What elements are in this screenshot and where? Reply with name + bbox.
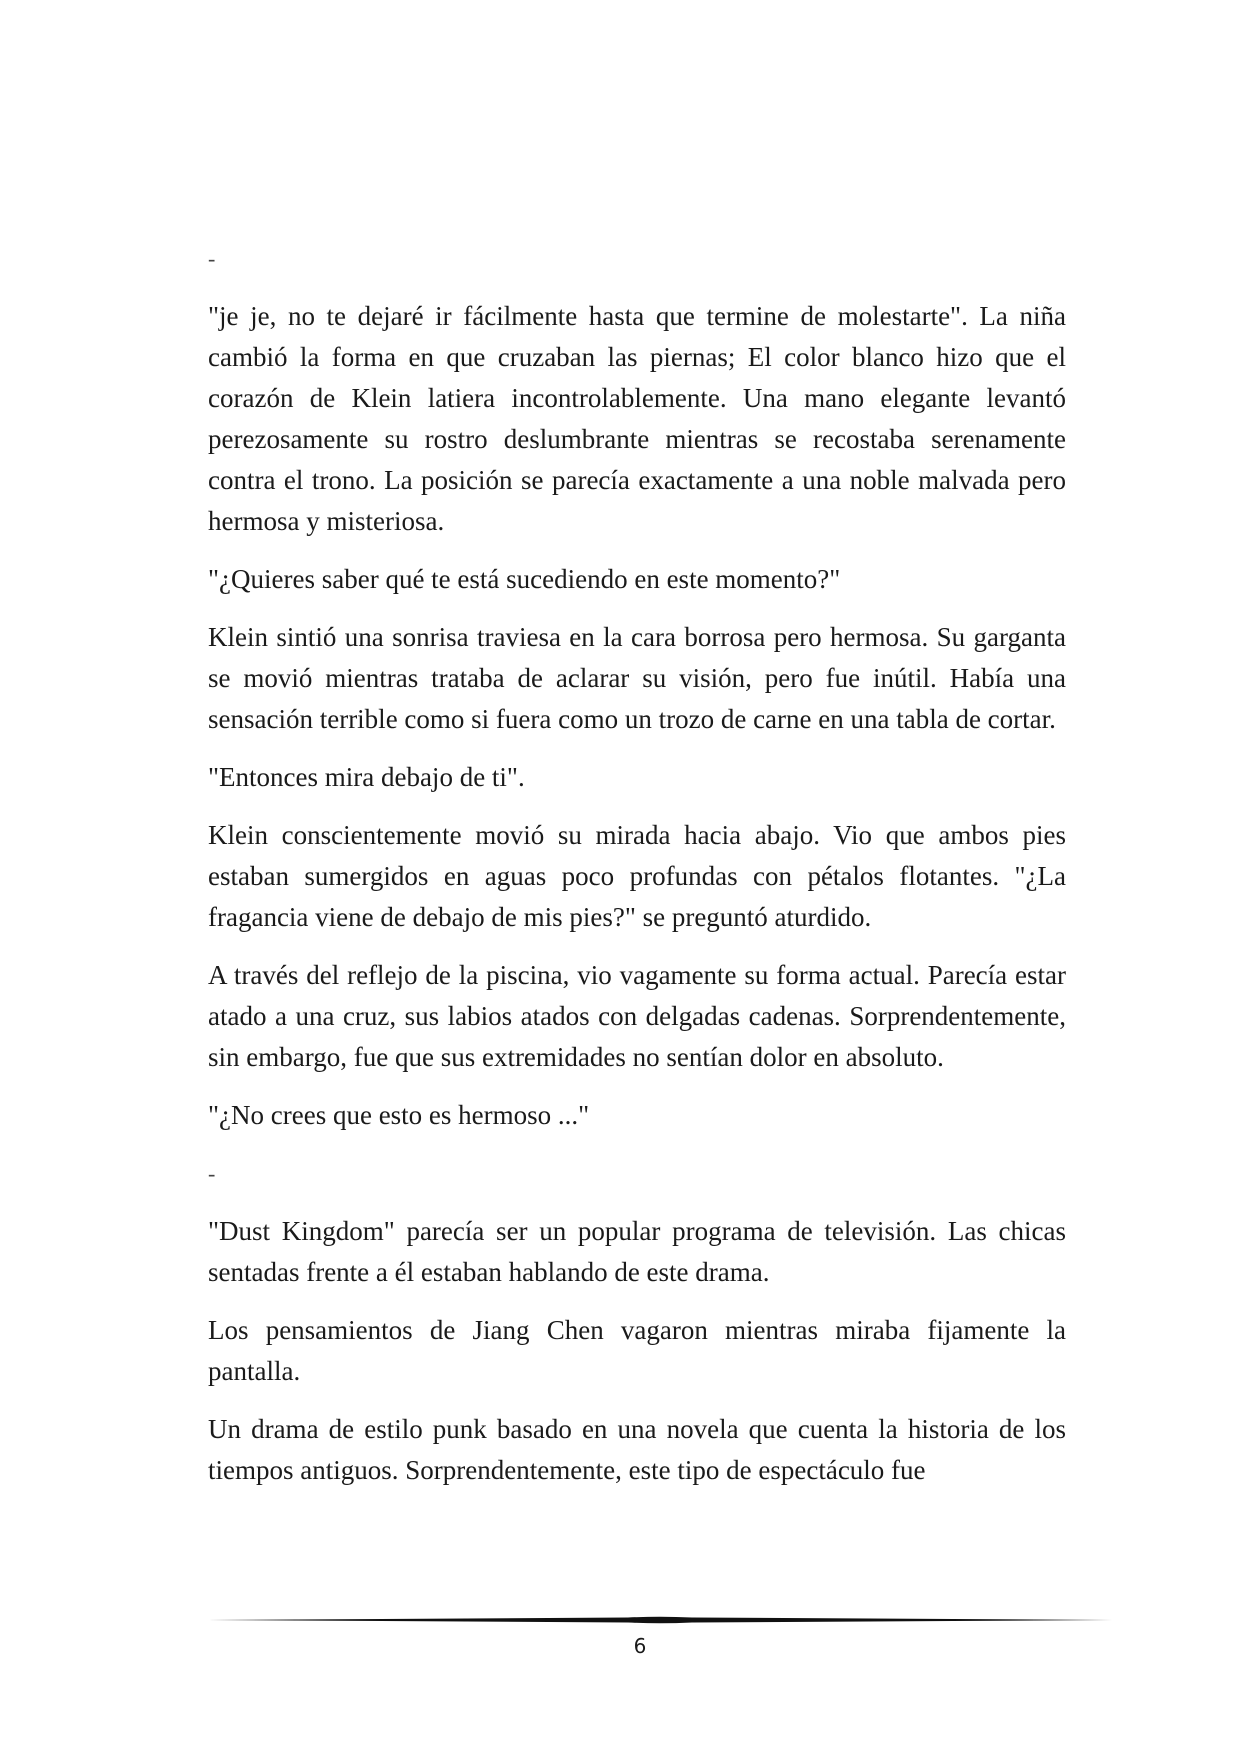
paragraph: "je je, no te dejaré ir fácilmente hasta que termine de molestarte". La niña cambió la forma en que cruzaban las piernas; El color blanco hizo que el corazón de Klein latiera incontrolablemente. Una mano elegante levantó perezosamente su rostro deslumbrante mientras se recostaba serenamente contra el trono. La posición se parecía exactamente a una noble malvada pero hermosa y misteriosa.	[208, 301, 1066, 536]
paragraph: Klein sintió una sonrisa traviesa en la cara borrosa pero hermosa. Su garganta se movió mientras trataba de aclarar su visión, pero fue inútil. Había una sensación terrible como si fuera como un trozo de carne en una tabla de cortar.	[208, 622, 1066, 734]
paragraph: "¿Quieres saber qué te está sucediendo en este momento?"	[208, 564, 841, 594]
paragraph: "Entonces mira debajo de ti".	[208, 762, 525, 792]
section-separator: -	[208, 1161, 216, 1186]
page-number: 6	[633, 1634, 647, 1658]
paragraph: Klein conscientemente movió su mirada hacia abajo. Vio que ambos pies estaban sumergidos en aguas poco profundas con pétalos flotantes. "¿La fragancia viene de debajo de mis pies?" se preguntó aturdido.	[208, 820, 1066, 932]
body-text	[208, 238, 1066, 1508]
paragraph: "¿No crees que esto es hermoso ..."	[208, 1100, 590, 1130]
paragraph: A través del reflejo de la piscina, vio vagamente su forma actual. Parecía estar atado a una cruz, sus labios atados con delgadas cadenas. Sorprendentemente, sin embargo, fue que sus extremidades no sentían dolor en absoluto.	[208, 960, 1066, 1072]
paragraph: "Dust Kingdom" parecía ser un popular programa de televisión. Las chicas sentadas frente a él estaban hablando de este drama.	[208, 1216, 1066, 1287]
section-separator: -	[208, 246, 216, 271]
footer-rule	[208, 1614, 1112, 1626]
paragraph: Los pensamientos de Jiang Chen vagaron mientras miraba fijamente la pantalla.	[208, 1315, 1066, 1386]
paragraph: Un drama de estilo punk basado en una novela que cuenta la historia de los tiempos antiguos. Sorprendentemente, este tipo de espectáculo fue	[208, 1414, 1066, 1485]
